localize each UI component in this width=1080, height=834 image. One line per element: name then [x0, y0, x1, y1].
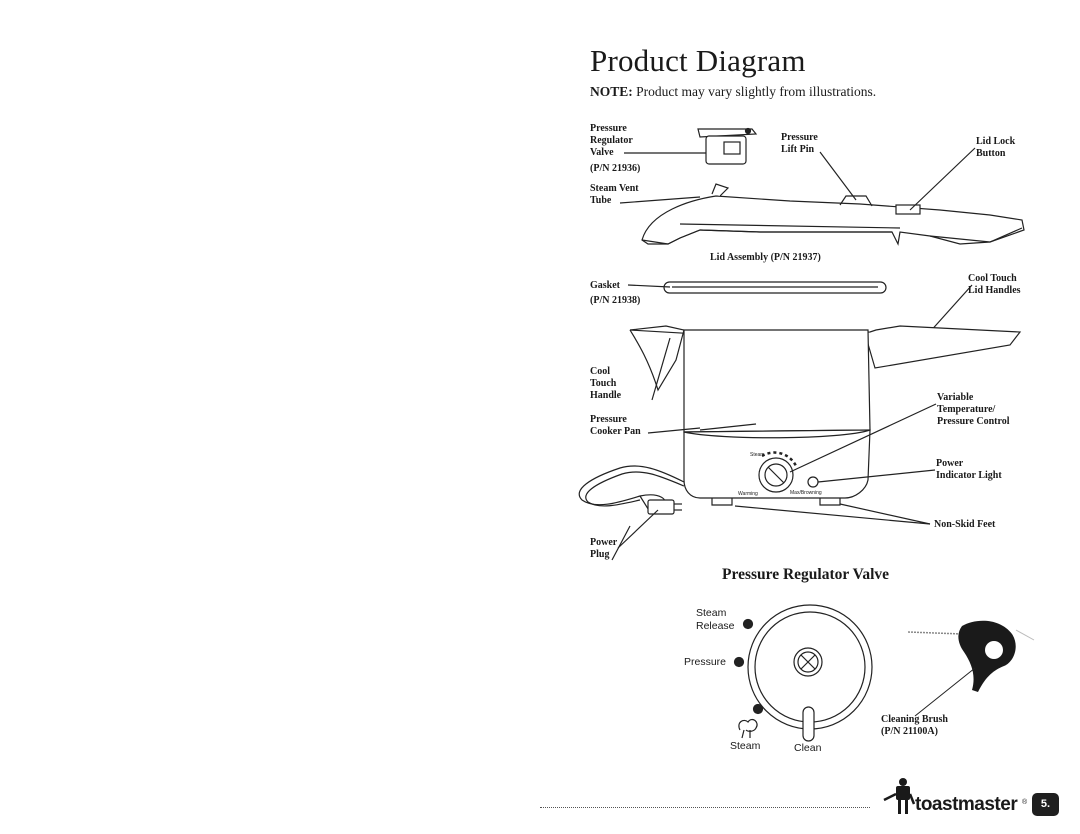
dial-max-mark: Max/Browning — [790, 490, 822, 496]
label-cooker-pan: Pressure Cooker Pan — [590, 414, 641, 437]
registered-mark: ® — [1022, 799, 1028, 806]
leader-lift-pin — [820, 152, 856, 200]
label-pressure: Pressure — [684, 656, 727, 668]
leader-lid-lock — [910, 148, 975, 210]
pressure-dot — [735, 658, 744, 667]
label-cool-touch-handle: Cool Touch Handle — [590, 366, 622, 401]
label-power-plug: Power Plug — [590, 537, 618, 560]
label-cleaning-brush: Cleaning Brush (P/N 21100A) — [881, 714, 948, 737]
leader-feet-2 — [735, 506, 930, 524]
label-lid-assembly: Lid Assembly (P/N 21937) — [710, 252, 821, 263]
cleaning-brush-drawing — [908, 621, 1034, 716]
label-cool-lid-handles: Cool Touch Lid Handles — [968, 273, 1021, 296]
page-number: 5. — [1032, 793, 1059, 816]
leader-cool-handle — [652, 338, 670, 400]
gasket-drawing — [664, 282, 886, 293]
steam-dot — [754, 705, 763, 714]
power-cord-drawing — [579, 466, 684, 514]
label-regulator-pn: (P/N 21936) — [590, 163, 641, 174]
label-steam: Steam — [730, 740, 761, 752]
valve-section-heading: Pressure Regulator Valve — [722, 566, 890, 583]
valve-dial-drawing — [735, 605, 873, 741]
toastmaster-mascot-icon — [884, 778, 914, 814]
label-lid-lock: Lid Lock Button — [976, 136, 1016, 159]
leader-feet-1 — [840, 504, 930, 524]
steam-release-dot — [744, 620, 753, 629]
note-label: NOTE: — [590, 84, 633, 99]
label-clean: Clean — [794, 742, 822, 754]
dial-warming-mark: Warming — [738, 491, 758, 497]
leader-plug — [618, 510, 658, 548]
label-gasket-pn: (P/N 21938) — [590, 295, 641, 306]
label-lift-pin: Pressure Lift Pin — [781, 132, 818, 155]
label-steam-vent: Steam Vent Tube — [590, 183, 639, 206]
label-power-indicator: Power Indicator Light — [936, 458, 1002, 481]
label-regulator-valve: Pressure Regulator Valve — [590, 123, 633, 158]
label-gasket: Gasket — [590, 280, 620, 291]
note-text: Product may vary slightly from illustrations. — [632, 84, 877, 99]
leader-cool-lid — [928, 285, 972, 334]
page-title: Product Diagram — [590, 43, 806, 78]
label-variable-control: Variable Temperature/ Pressure Control — [937, 392, 1010, 427]
footer-dotted-rule — [540, 807, 870, 808]
dial-steam-mark: Steam — [750, 452, 765, 458]
regulator-valve-part — [698, 129, 756, 165]
label-steam-release: Steam Release — [696, 607, 735, 632]
label-non-skid-feet: Non-Skid Feet — [934, 519, 996, 530]
toastmaster-logo: toastmaster — [915, 794, 1018, 815]
lid-assembly-drawing — [642, 184, 1024, 244]
steam-cloud-icon — [739, 720, 757, 732]
